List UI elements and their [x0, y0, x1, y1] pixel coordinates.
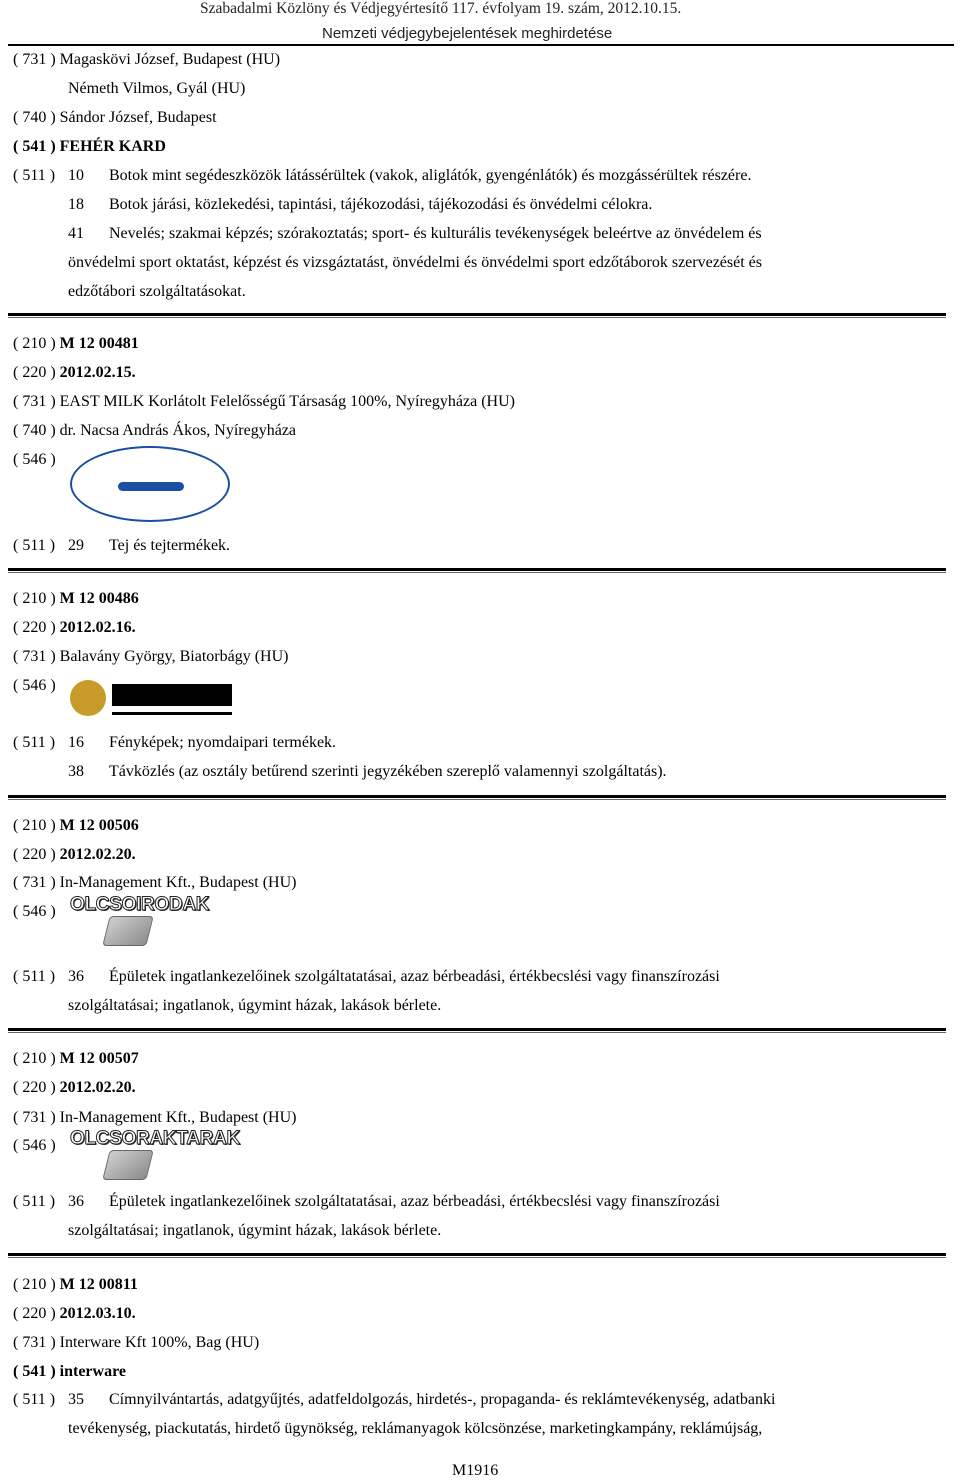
filing-date-line [13, 1078, 136, 1098]
field-code: ( 546 ) [13, 1137, 56, 1154]
filing-date-line [13, 363, 136, 383]
owner-line: ( 731 ) EAST MILK Korlátolt Felelősségű Társaság 100%, Nyíregyháza (HU) [13, 393, 515, 410]
class-number: 16 [68, 734, 84, 751]
application-number: M 12 00507 [59, 1050, 139, 1067]
representative-line: ( 740 ) Sándor József, Budapest [13, 109, 217, 126]
application-number: M 12 00811 [59, 1276, 138, 1293]
word-mark: interware [59, 1363, 126, 1380]
application-number: M 12 00481 [59, 335, 139, 352]
logo-wordmark: OLCSORAKTARAK [70, 1128, 240, 1149]
field-code: ( 220 ) [13, 846, 56, 863]
representative: dr. Nacsa András Ákos, Nyíregyháza [59, 422, 297, 439]
class-description: Épületek ingatlankezelőinek szolgáltatatásai, azaz bérbeadási, értékbecslési vagy finanszírozási [109, 968, 720, 985]
field-code: ( 511 ) [13, 734, 56, 751]
header-rule [8, 44, 954, 46]
class-description: Nevelés; szakmai képzés; szórakoztatás; sport- és kulturális tevékenységek beleértve az önvédelem és [109, 225, 762, 242]
owner-line: ( 731 ) Balavány György, Biatorbágy (HU) [13, 648, 289, 665]
field-code: ( 220 ) [13, 364, 56, 381]
field-code: ( 546 ) [13, 903, 56, 920]
entry-divider [8, 313, 946, 316]
field-code: ( 210 ) [13, 590, 56, 607]
class-description: Botok mint segédeszközök látássérültek (vakok, aliglátók, gyengénlátók) és mozgássérültek részére. [109, 167, 752, 184]
filing-date-line [13, 618, 136, 638]
class-number: 18 [68, 196, 84, 213]
class-number: 36 [68, 968, 84, 985]
class-description-cont: szolgáltatásai; ingatlanok, úgymint házak, lakások bérlete. [68, 997, 442, 1014]
field-code: ( 210 ) [13, 335, 56, 352]
application-number-line [13, 334, 139, 354]
entry-divider [8, 568, 946, 571]
application-number-line [13, 1049, 139, 1069]
word-mark-line [13, 1362, 126, 1382]
page-number: M1916 [452, 1462, 499, 1479]
filing-date: 2012.02.16. [59, 619, 136, 636]
class-description: Távközlés (az osztály betűrend szerinti jegyzékében szereplő valamennyi szolgáltatás). [109, 763, 667, 780]
word-mark: FEHÉR KARD [59, 138, 166, 155]
class-description-cont: tevékenység, piackutatás, hirdető ügynökség, reklámanyagok kölcsönzése, marketingkampány, reklámújság, [68, 1420, 763, 1437]
class-line [13, 166, 943, 186]
field-code: ( 511 ) [13, 1391, 56, 1408]
field-code: ( 210 ) [13, 1050, 56, 1067]
entry-divider [8, 1253, 946, 1256]
class-description-cont: edzőtábori szolgáltatásokat. [68, 283, 246, 300]
class-description: Fényképek; nyomdaipari termékek. [109, 734, 337, 751]
logo-stamp-mark [102, 916, 153, 946]
logo-stamp-mark [102, 1150, 153, 1180]
class-line [13, 733, 943, 753]
application-number-line [13, 1275, 138, 1295]
field-code: ( 546 ) [13, 451, 56, 468]
field-code: ( 511 ) [13, 167, 56, 184]
class-description: Botok járási, közlekedési, tapintási, tájékozodási, tájékozodási és önvédelmi célokra. [109, 196, 653, 213]
class-description: Épületek ingatlankezelőinek szolgáltatatásai, azaz bérbeadási, értékbecslési vagy finanszírozási [109, 1193, 720, 1210]
field-code: ( 541 ) [13, 138, 56, 155]
class-number: 35 [68, 1391, 84, 1408]
field-code: ( 220 ) [13, 619, 56, 636]
owner-line: ( 731 ) Magaskövi József, Budapest (HU) [13, 51, 281, 68]
mindennapi-logo [70, 676, 232, 720]
olcsoirodak-logo [68, 894, 236, 950]
class-number: 29 [68, 537, 84, 554]
logo-wordmark-block [112, 684, 232, 706]
application-number: M 12 00486 [59, 590, 139, 607]
logo-tagline-bar [112, 712, 232, 715]
application-number: M 12 00506 [59, 817, 139, 834]
class-line [13, 1390, 943, 1410]
olcsoraktarak-logo [68, 1128, 240, 1184]
field-code: ( 740 ) [13, 422, 56, 439]
filing-date: 2012.02.15. [59, 364, 136, 381]
field-code: ( 546 ) [13, 677, 56, 694]
filing-date: 2012.02.20. [59, 1079, 136, 1096]
class-number: 36 [68, 1193, 84, 1210]
application-number-line [13, 816, 139, 836]
section-header: Nemzeti védjegybejelentések meghirdetése [322, 25, 613, 42]
application-number-line [13, 589, 139, 609]
class-line [13, 1192, 943, 1212]
class-number: 10 [68, 167, 84, 184]
class-description: Tej és tejtermékek. [109, 537, 231, 554]
east-milk-logo [70, 446, 230, 522]
logo-swoosh [118, 482, 184, 491]
logo-wordmark: OLCSOIRODAK [70, 894, 210, 915]
field-code: ( 210 ) [13, 817, 56, 834]
class-number: 41 [68, 225, 84, 242]
owner-line: Németh Vilmos, Gyál (HU) [68, 80, 246, 97]
filing-date: 2012.02.20. [59, 846, 136, 863]
entry-divider [8, 1028, 946, 1031]
class-description-cont: önvédelmi sport oktatást, képzést és vizsgáztatást, önvédelmi és önvédelmi sport edzőtáborok szervezését és [68, 254, 762, 271]
filing-date: 2012.03.10. [59, 1305, 136, 1322]
filing-date-line [13, 1304, 136, 1324]
field-code: ( 210 ) [13, 1276, 56, 1293]
field-code: ( 541 ) [13, 1363, 56, 1380]
field-code: ( 511 ) [13, 968, 56, 985]
owner-line: ( 731 ) In-Management Kft., Budapest (HU) [13, 874, 297, 891]
class-line [13, 762, 943, 782]
owner-line: ( 731 ) In-Management Kft., Budapest (HU) [13, 1109, 297, 1126]
field-code: ( 220 ) [13, 1305, 56, 1322]
class-description: Címnyilvántartás, adatgyűjtés, adatfeldolgozás, hirdetés-, propaganda- és reklámtevékenység, adatbanki [109, 1391, 776, 1408]
word-mark-line [13, 137, 166, 157]
journal-header: Szabadalmi Közlöny és Védjegyértesítő 117. évfolyam 19. szám, 2012.10.15. [200, 0, 682, 17]
field-code: ( 511 ) [13, 537, 56, 554]
class-line [13, 967, 943, 987]
filing-date-line [13, 845, 136, 865]
owner-line: ( 731 ) Interware Kft 100%, Bag (HU) [13, 1334, 260, 1351]
class-description-cont: szolgáltatásai; ingatlanok, úgymint házak, lakások bérlete. [68, 1222, 442, 1239]
class-line [13, 224, 943, 244]
logo-sun-mark [70, 680, 106, 716]
representative-line [13, 421, 296, 441]
field-code: ( 511 ) [13, 1193, 56, 1210]
entry-divider [8, 795, 946, 798]
field-code: ( 220 ) [13, 1079, 56, 1096]
class-number: 38 [68, 763, 84, 780]
class-line [13, 195, 943, 215]
class-line [13, 536, 943, 556]
